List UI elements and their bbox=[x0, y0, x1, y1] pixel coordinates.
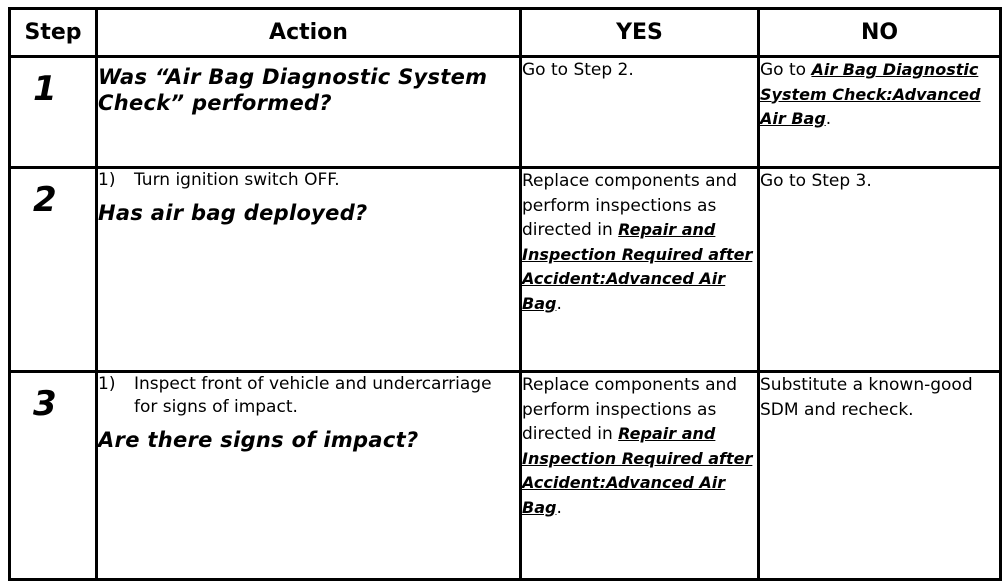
table-header-row bbox=[10, 9, 1001, 57]
no-text: Go to Step 3. bbox=[760, 171, 872, 191]
step-number: 2 bbox=[33, 180, 57, 220]
repair-inspection-link[interactable]: Repair and Inspection Required after Accident:Advanced Air Bag bbox=[522, 424, 753, 517]
list-item-number: 1) bbox=[98, 170, 116, 190]
yes-text: Replace components and perform inspections as directed in bbox=[522, 171, 738, 240]
action-cell bbox=[97, 57, 521, 168]
no-text: Go to bbox=[760, 60, 812, 80]
no-cell bbox=[759, 372, 1001, 580]
no-text: Substitute a known-good SDM and recheck. bbox=[760, 375, 973, 420]
table-row bbox=[10, 57, 1001, 168]
action-cell bbox=[97, 168, 521, 372]
step-question: Has air bag deployed? bbox=[98, 201, 368, 225]
step-question: Are there signs of impact? bbox=[98, 428, 419, 452]
yes-cell bbox=[521, 372, 759, 580]
action-cell bbox=[97, 372, 521, 580]
table-row bbox=[10, 168, 1001, 372]
no-cell bbox=[759, 57, 1001, 168]
list-item bbox=[98, 169, 519, 192]
repair-inspection-link[interactable]: Repair and Inspection Required after Accident:Advanced Air Bag bbox=[522, 220, 753, 313]
step-cell bbox=[10, 168, 97, 372]
yes-cell bbox=[521, 57, 759, 168]
step-question: Was “Air Bag Diagnostic System Check” performed? bbox=[98, 65, 488, 115]
step-cell bbox=[10, 57, 97, 168]
header-no: NO bbox=[759, 9, 1001, 57]
no-text-suffix: . bbox=[825, 109, 832, 129]
list-item-number: 1) bbox=[98, 374, 116, 394]
header-step: Step bbox=[10, 9, 97, 57]
diagnostic-table bbox=[8, 7, 1002, 581]
list-item-text: Inspect front of vehicle and undercarriage for signs of impact. bbox=[134, 374, 492, 417]
header-action: Action bbox=[97, 9, 521, 57]
action-list bbox=[98, 169, 519, 192]
action-list bbox=[98, 373, 519, 419]
list-item-text: Turn ignition switch OFF. bbox=[134, 170, 340, 190]
yes-text: Go to Step 2. bbox=[522, 60, 634, 80]
yes-cell bbox=[521, 168, 759, 372]
step-number: 3 bbox=[33, 384, 57, 424]
air-bag-diagnostic-check-link[interactable]: Air Bag Diagnostic System Check:Advanced Air Bag bbox=[760, 60, 981, 128]
no-cell bbox=[759, 168, 1001, 372]
yes-text-suffix: . bbox=[556, 497, 562, 518]
yes-text: Replace components and perform inspections as directed in bbox=[522, 375, 738, 444]
step-cell bbox=[10, 372, 97, 580]
step-number: 1 bbox=[33, 69, 57, 109]
header-yes: YES bbox=[521, 9, 759, 57]
table-row bbox=[10, 372, 1001, 580]
yes-text-suffix: . bbox=[556, 293, 562, 314]
list-item bbox=[98, 373, 519, 419]
